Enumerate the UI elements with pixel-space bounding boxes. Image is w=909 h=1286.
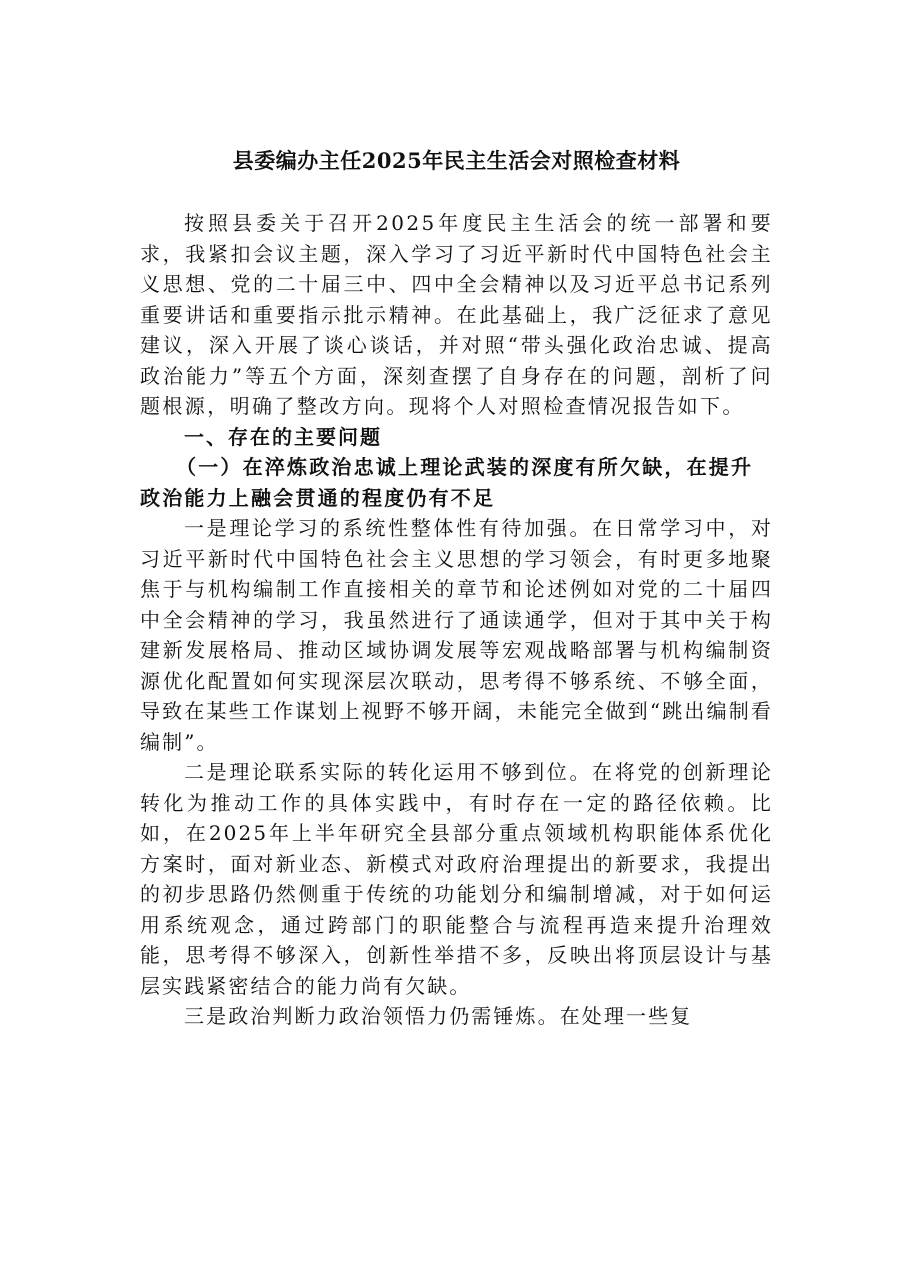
intro-paragraph: 按照县委关于召开2025年度民主生活会的统一部署和要求，我紧扣会议主题，深入学习了习近平新时代中国特色社会主义思想、党的二十届三中、四中全会精神以及习近平总书记系列重要讲话和重要指示批示精神。在此基础上，我广泛征求了意见建议，深入开展了谈心谈话，并对照“带头强化政治忠诚、提高政治能力”等五个方面，深刻查摆了自身存在的问题，剖析了问题根源，明确了整改方向。现将个人对照检查情况报告如下。 bbox=[140, 211, 773, 418]
document-title: 县委编办主任2025年民主生活会对照检查材料 bbox=[232, 148, 681, 173]
point-two-paragraph: 二是理论联系实际的转化运用不够到位。在将党的创新理论转化为推动工作的具体实践中，有时存在一定的路径依赖。比如，在2025年上半年研究全县部分重点领域机构职能体系优化方案时，面对新业态、新模式对政府治理提出的新要求，我提出的初步思路仍然侧重于传统的功能划分和编制增减，对于如何运用系统观念，通过跨部门的职能整合与流程再造来提升治理效能，思考得不够深入，创新性举措不多，反映出将顶层设计与基层实践紧密结合的能力尚有欠缺。 bbox=[140, 760, 773, 998]
section-heading: 一、存在的主要问题 bbox=[184, 424, 382, 449]
point-one-paragraph: 一是理论学习的系统性整体性有待加强。在日常学习中，对习近平新时代中国特色社会主义思想的学习领会，有时更多地聚焦于与机构编制工作直接相关的章节和论述例如对党的二十届四中全会精神的学习，我虽然进行了通读通学，但对于其中关于构建新发展格局、推动区域协调发展等宏观战略部署与机构编制资源优化配置如何实现深层次联动，思考得不够系统、不够全面，导致在某些工作谋划上视野不够开阔，未能完全做到“跳出编制看编制”。 bbox=[140, 516, 773, 754]
subsection-heading: （一）在淬炼政治忠诚上理论武装的深度有所欠缺，在提升政治能力上融会贯通的程度仍有不足 bbox=[140, 455, 754, 510]
point-three-paragraph: 三是政治判断力政治领悟力仍需锤炼。在处理一些复 bbox=[184, 1004, 693, 1028]
